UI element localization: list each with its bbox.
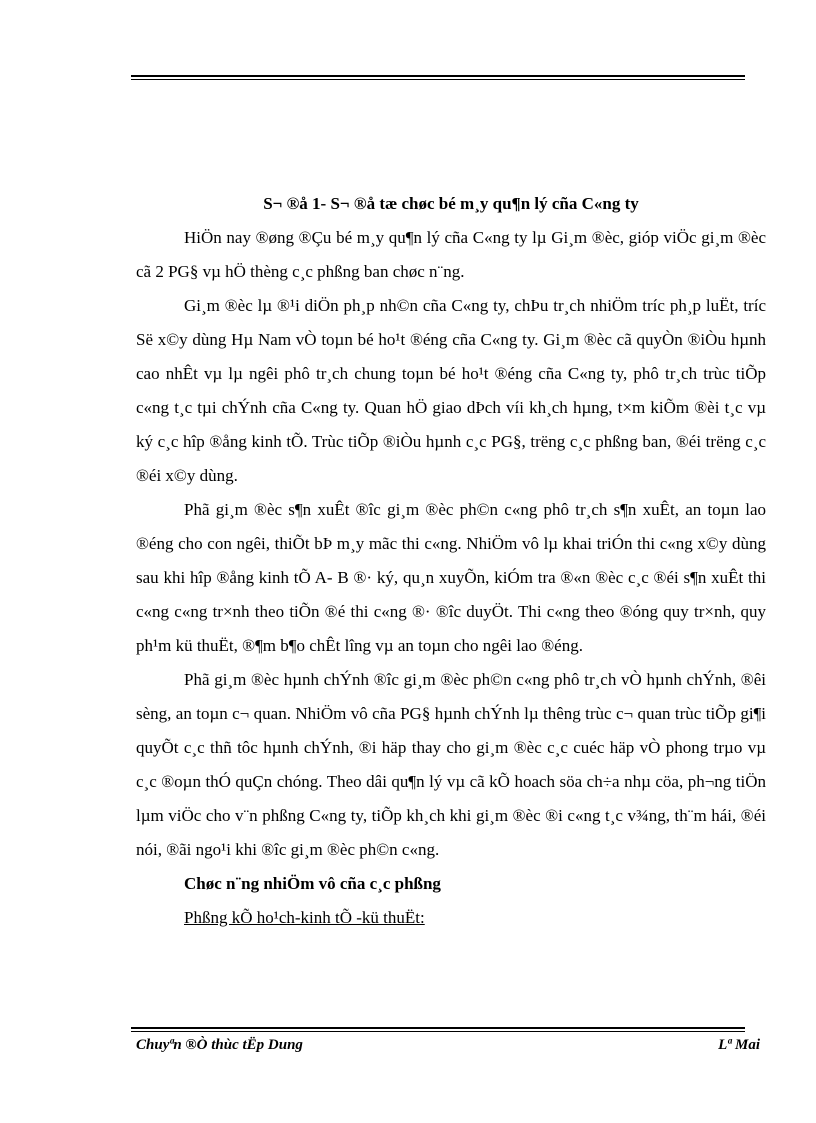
footer-rule-bottom [131, 1031, 745, 1032]
footer-left-text: Chuyªn ®Ò thùc tËp Dung [136, 1037, 303, 1053]
subheading: Chøc n¨ng nhiÖm vô cña c¸c phßng [184, 874, 441, 893]
underlined-heading [136, 901, 766, 935]
paragraph: Phã gi¸m ®èc hµnh chÝnh ®îc gi¸m ®èc ph©n c«ng phô tr¸ch vÒ hµnh chÝnh, ®êi sèng, an toµn c¬ quan. NhiÖm vô cña PG§ hµnh chÝnh lµ thêng trùc c¬ quan trùc tiÕp gi¶i quyÕt c¸c thñ tôc hµnh chÝnh, ®i häp thay cho gi¸m ®èc c¸c cuéc häp vÒ phong trµo vµ c¸c ®oµn thÓ quÇn chóng. Theo dâi qu¶n lý vµ cã kÕ hoach söa ch÷a nhµ cöa, ph¬ng tiÖn lµm viÖc cho v¨n phßng C«ng ty, tiÕp kh¸ch khi gi¸m ®èc ®i c«ng t¸c v¾ng, th¨m hái, ®éi nói, ®ãi ngo¹i khi ®îc gi¸m ®èc ph©n c«ng. [136, 670, 766, 859]
header-rule-top [131, 75, 745, 77]
footer-rule-top [131, 1027, 745, 1029]
document-body [136, 187, 766, 935]
paragraph: HiÖn nay ®øng ®Çu bé m¸y qu¶n lý cña C«ng ty lµ Gi¸m ®èc, gióp viÖc gi¸m ®èc cã 2 PG§ vµ hÖ thèng c¸c phßng ban chøc n¨ng. [136, 228, 766, 281]
paragraph: Gi¸m ®èc lµ ®¹i diÖn ph¸p nh©n cña C«ng ty, chÞu tr¸ch nhiÖm tríc ph¸p luËt, tríc Së x©y dùng Hµ Nam vÒ toµn bé ho¹t ®éng cña C«ng ty. Gi¸m ®èc cã quyÒn ®iÒu hµnh cao nhÊt vµ lµ ngêi phô tr¸ch chung toµn bé ho¹t ®éng cña C«ng ty, phô tr¸ch trùc tiÕp c«ng t¸c tµi chÝnh cña C«ng ty. Quan hÖ giao dÞch víi kh¸ch hµng, t×m kiÕm ®èi t¸c vµ ký c¸c hîp ®ång kinh tÕ. Trùc tiÕp ®iÒu hµnh c¸c PG§, trëng c¸c phßng ban, ®éi trëng c¸c ®éi x©y dùng. [136, 296, 766, 485]
footer-right-text: Lª Mai [718, 1037, 760, 1053]
header-rule-bottom [131, 79, 745, 80]
section-heading: S¬ ®å 1- S¬ ®å tæ chøc bé m¸y qu¶n lý cña C«ng ty [263, 194, 639, 213]
paragraph: Phã gi¸m ®èc s¶n xuÊt ®îc gi¸m ®èc ph©n c«ng phô tr¸ch s¶n xuÊt, an toµn lao ®éng cho con ngêi, thiÕt bÞ m¸y mãc thi c«ng. NhiÖm vô lµ khai triÓn thi c«ng x©y dùng sau khi hîp ®ång kinh tÕ A- B ®· ký, qu¸n xuyÕn, kiÓm tra ®«n ®èc c¸c ®éi s¶n xuÊt thi c«ng c«ng tr×nh theo tiÕn ®é thi c«ng ®· ®îc duyÖt. Thi c«ng theo ®óng quy tr×nh, quy ph¹m kü thuËt, ®¶m b¶o chÊt lîng vµ an toµn cho ngêi lao ®éng. [136, 500, 766, 655]
underlined-heading-text: Phßng kÕ ho¹ch-kinh tÕ -kü thuËt: [184, 908, 425, 927]
